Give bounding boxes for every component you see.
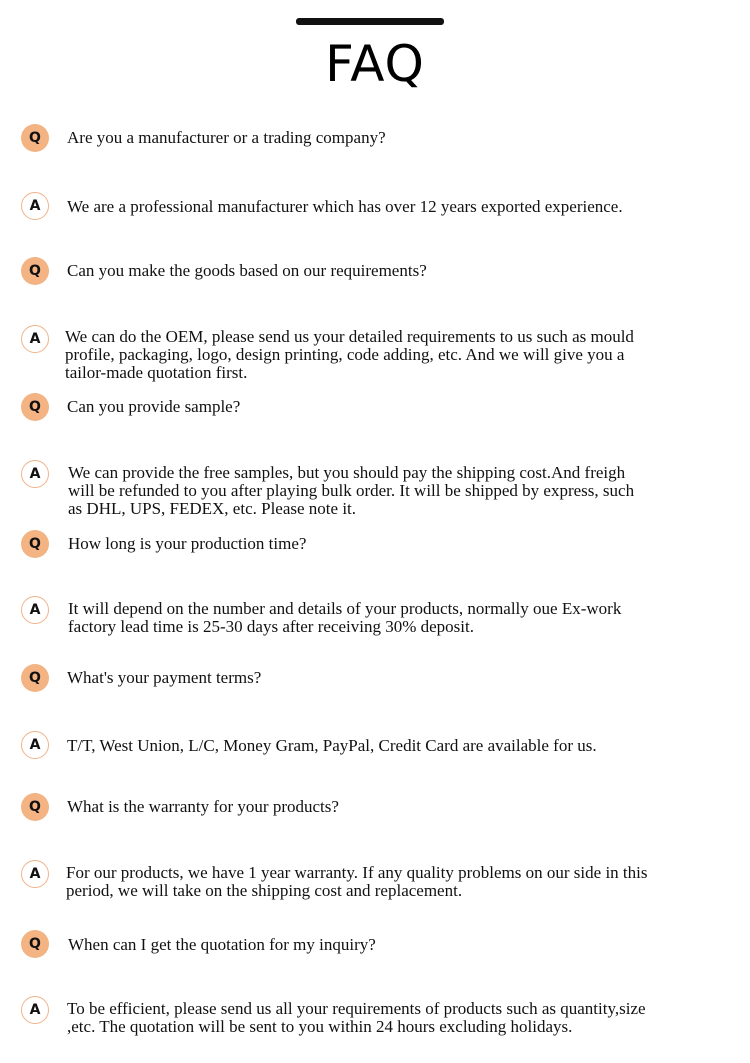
answer-text bbox=[66, 864, 736, 900]
question-badge-icon: Q bbox=[21, 530, 49, 558]
answer-line: It will depend on the number and details of your products, normally oue Ex-work bbox=[68, 599, 622, 618]
answer-line: tailor-made quotation first. bbox=[65, 363, 248, 382]
answer-badge-icon: A bbox=[21, 460, 49, 488]
question-badge-icon: Q bbox=[21, 257, 49, 285]
answer-badge-icon: A bbox=[21, 192, 49, 220]
question-text: What's your payment terms? bbox=[67, 668, 262, 687]
answer-line: ,etc. The quotation will be sent to you within 24 hours excluding holidays. bbox=[67, 1017, 573, 1036]
title-decoration-bar bbox=[296, 18, 444, 25]
answer-badge-icon: A bbox=[21, 731, 49, 759]
answer-line: as DHL, UPS, FEDEX, etc. Please note it. bbox=[68, 499, 357, 518]
answer-text bbox=[67, 1000, 737, 1036]
answer-text bbox=[68, 600, 738, 636]
answer-text bbox=[67, 198, 737, 216]
answer-line: profile, packaging, logo, design printing, code adding, etc. And we will give you a bbox=[65, 345, 625, 364]
answer-line: T/T, West Union, L/C, Money Gram, PayPal, Credit Card are available for us. bbox=[67, 736, 597, 755]
question-badge-icon: Q bbox=[21, 930, 49, 958]
answer-line: period, we will take on the shipping cost and replacement. bbox=[66, 881, 463, 900]
question-text: When can I get the quotation for my inquiry? bbox=[68, 935, 376, 954]
question-badge-icon: Q bbox=[21, 393, 49, 421]
question-text: How long is your production time? bbox=[68, 534, 307, 553]
page-title: FAQ bbox=[325, 35, 425, 93]
question-text: Can you provide sample? bbox=[67, 397, 241, 416]
answer-text bbox=[65, 328, 735, 382]
answer-text bbox=[67, 737, 737, 755]
answer-badge-icon: A bbox=[21, 596, 49, 624]
answer-badge-icon: A bbox=[21, 325, 49, 353]
question-badge-icon: Q bbox=[21, 664, 49, 692]
answer-line: We can provide the free samples, but you should pay the shipping cost.And freigh bbox=[68, 463, 626, 482]
question-badge-icon: Q bbox=[21, 793, 49, 821]
answer-badge-icon: A bbox=[21, 860, 49, 888]
question-text: Are you a manufacturer or a trading company? bbox=[67, 128, 386, 147]
question-badge-icon: Q bbox=[21, 124, 49, 152]
answer-text bbox=[68, 464, 738, 518]
answer-line: For our products, we have 1 year warranty. If any quality problems on our side in this bbox=[66, 863, 648, 882]
answer-line: factory lead time is 25-30 days after receiving 30% deposit. bbox=[68, 617, 474, 636]
answer-line: We are a professional manufacturer which has over 12 years exported experience. bbox=[67, 197, 623, 216]
question-text: What is the warranty for your products? bbox=[67, 797, 339, 816]
answer-badge-icon: A bbox=[21, 996, 49, 1024]
answer-line: will be refunded to you after playing bulk order. It will be shipped by express, such bbox=[68, 481, 635, 500]
answer-line: To be efficient, please send us all your requirements of products such as quantity,size bbox=[67, 999, 646, 1018]
answer-line: We can do the OEM, please send us your detailed requirements to us such as mould bbox=[65, 327, 634, 346]
question-text: Can you make the goods based on our requirements? bbox=[67, 261, 427, 280]
